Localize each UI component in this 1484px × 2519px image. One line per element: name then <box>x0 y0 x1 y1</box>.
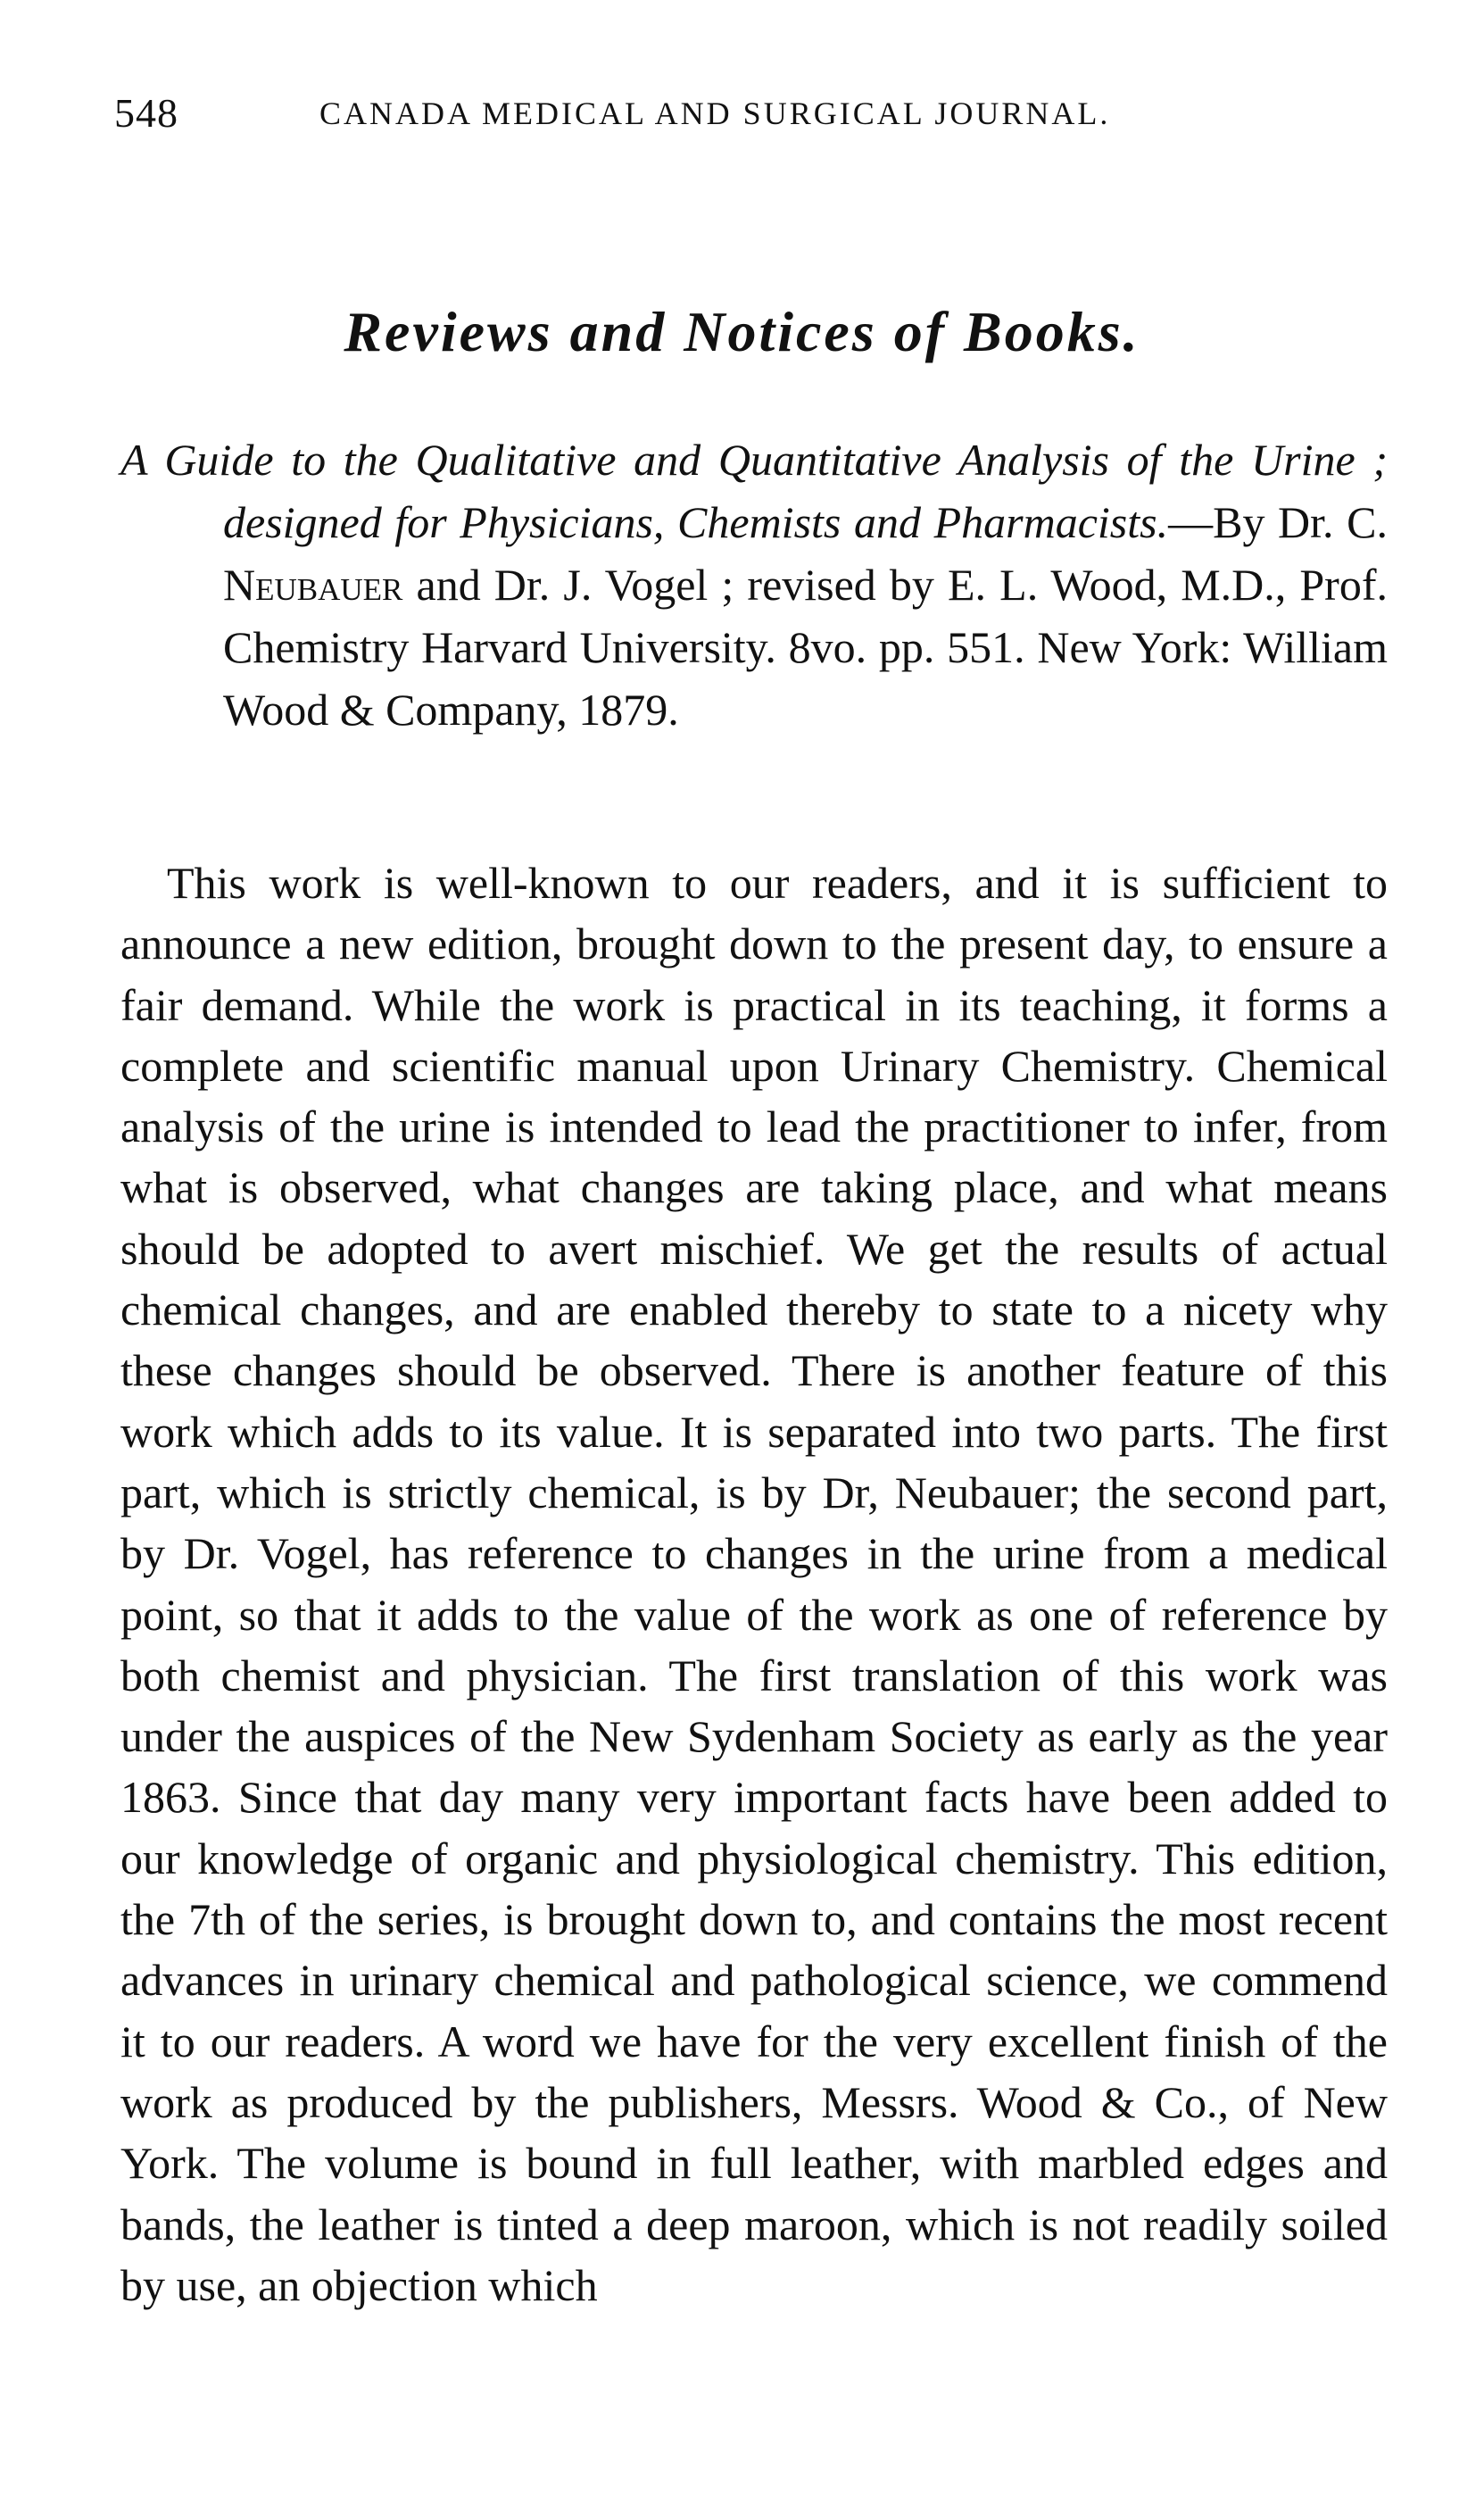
book-citation <box>120 428 1388 741</box>
page-number: 548 <box>114 90 178 136</box>
citation-details: and Dr. J. Vogel ; revised by E. L. Wood, M.D., Prof. Chemistry Harvard University. 8vo. pp. 551. New York: William Wood & Company, 1879. <box>223 560 1388 735</box>
journal-title: CANADA MEDICAL AND SURGICAL JOURNAL. <box>319 96 1111 131</box>
book-title: A Guide to the Qualitative and Quantitative Analysis of the Urine ; designed for Physicians, Chemists and Pharmacists. <box>120 435 1388 547</box>
review-body: This work is well-known to our readers, and it is sufficient to announce a new edition, brought down to the present day, to ensure a fair demand. While the work is practical in its teaching, it forms a complete and scientific manual upon Urinary Chemistry. Chemical analysis of the urine is intended to lead the practitioner to infer, from what is observed, what changes are taking place, and what means should be adopted to avert mischief. We get the results of actual chemical changes, and are enabled thereby to state to a nicety why these changes should be observed. There is another feature of this work which adds to its value. It is separated into two parts. The first part, which is strictly chemical, is by Dr, Neubauer; the second part, by Dr. Vogel, has reference to changes in the urine from a medical point, so that it adds to the value of the work as one of reference by both chemist and physician. The first translation of this work was under the auspices of the New Sydenham Society as early as the year 1863. Since that day many very important facts have been added to our knowledge of organic and physiological chemistry. This edition, the 7th of the series, is brought down to, and contains the most recent advances in urinary chemical and pathological science, we commend it to our readers. A word we have for the very excellent finish of the work as produced by the publishers, Messrs. Wood & Co., of New York. The volume is bound in full leather, with marbled edges and bands, the leather is tinted a deep maroon, which is not readily soiled by use, an objection which <box>120 858 1388 2310</box>
section-heading: Reviews and Notices of Books. <box>344 300 1140 363</box>
citation-author-neubauer: Neubauer <box>223 560 403 610</box>
citation-by-prefix: —By Dr. C. <box>1168 497 1389 547</box>
running-head <box>114 89 1390 143</box>
